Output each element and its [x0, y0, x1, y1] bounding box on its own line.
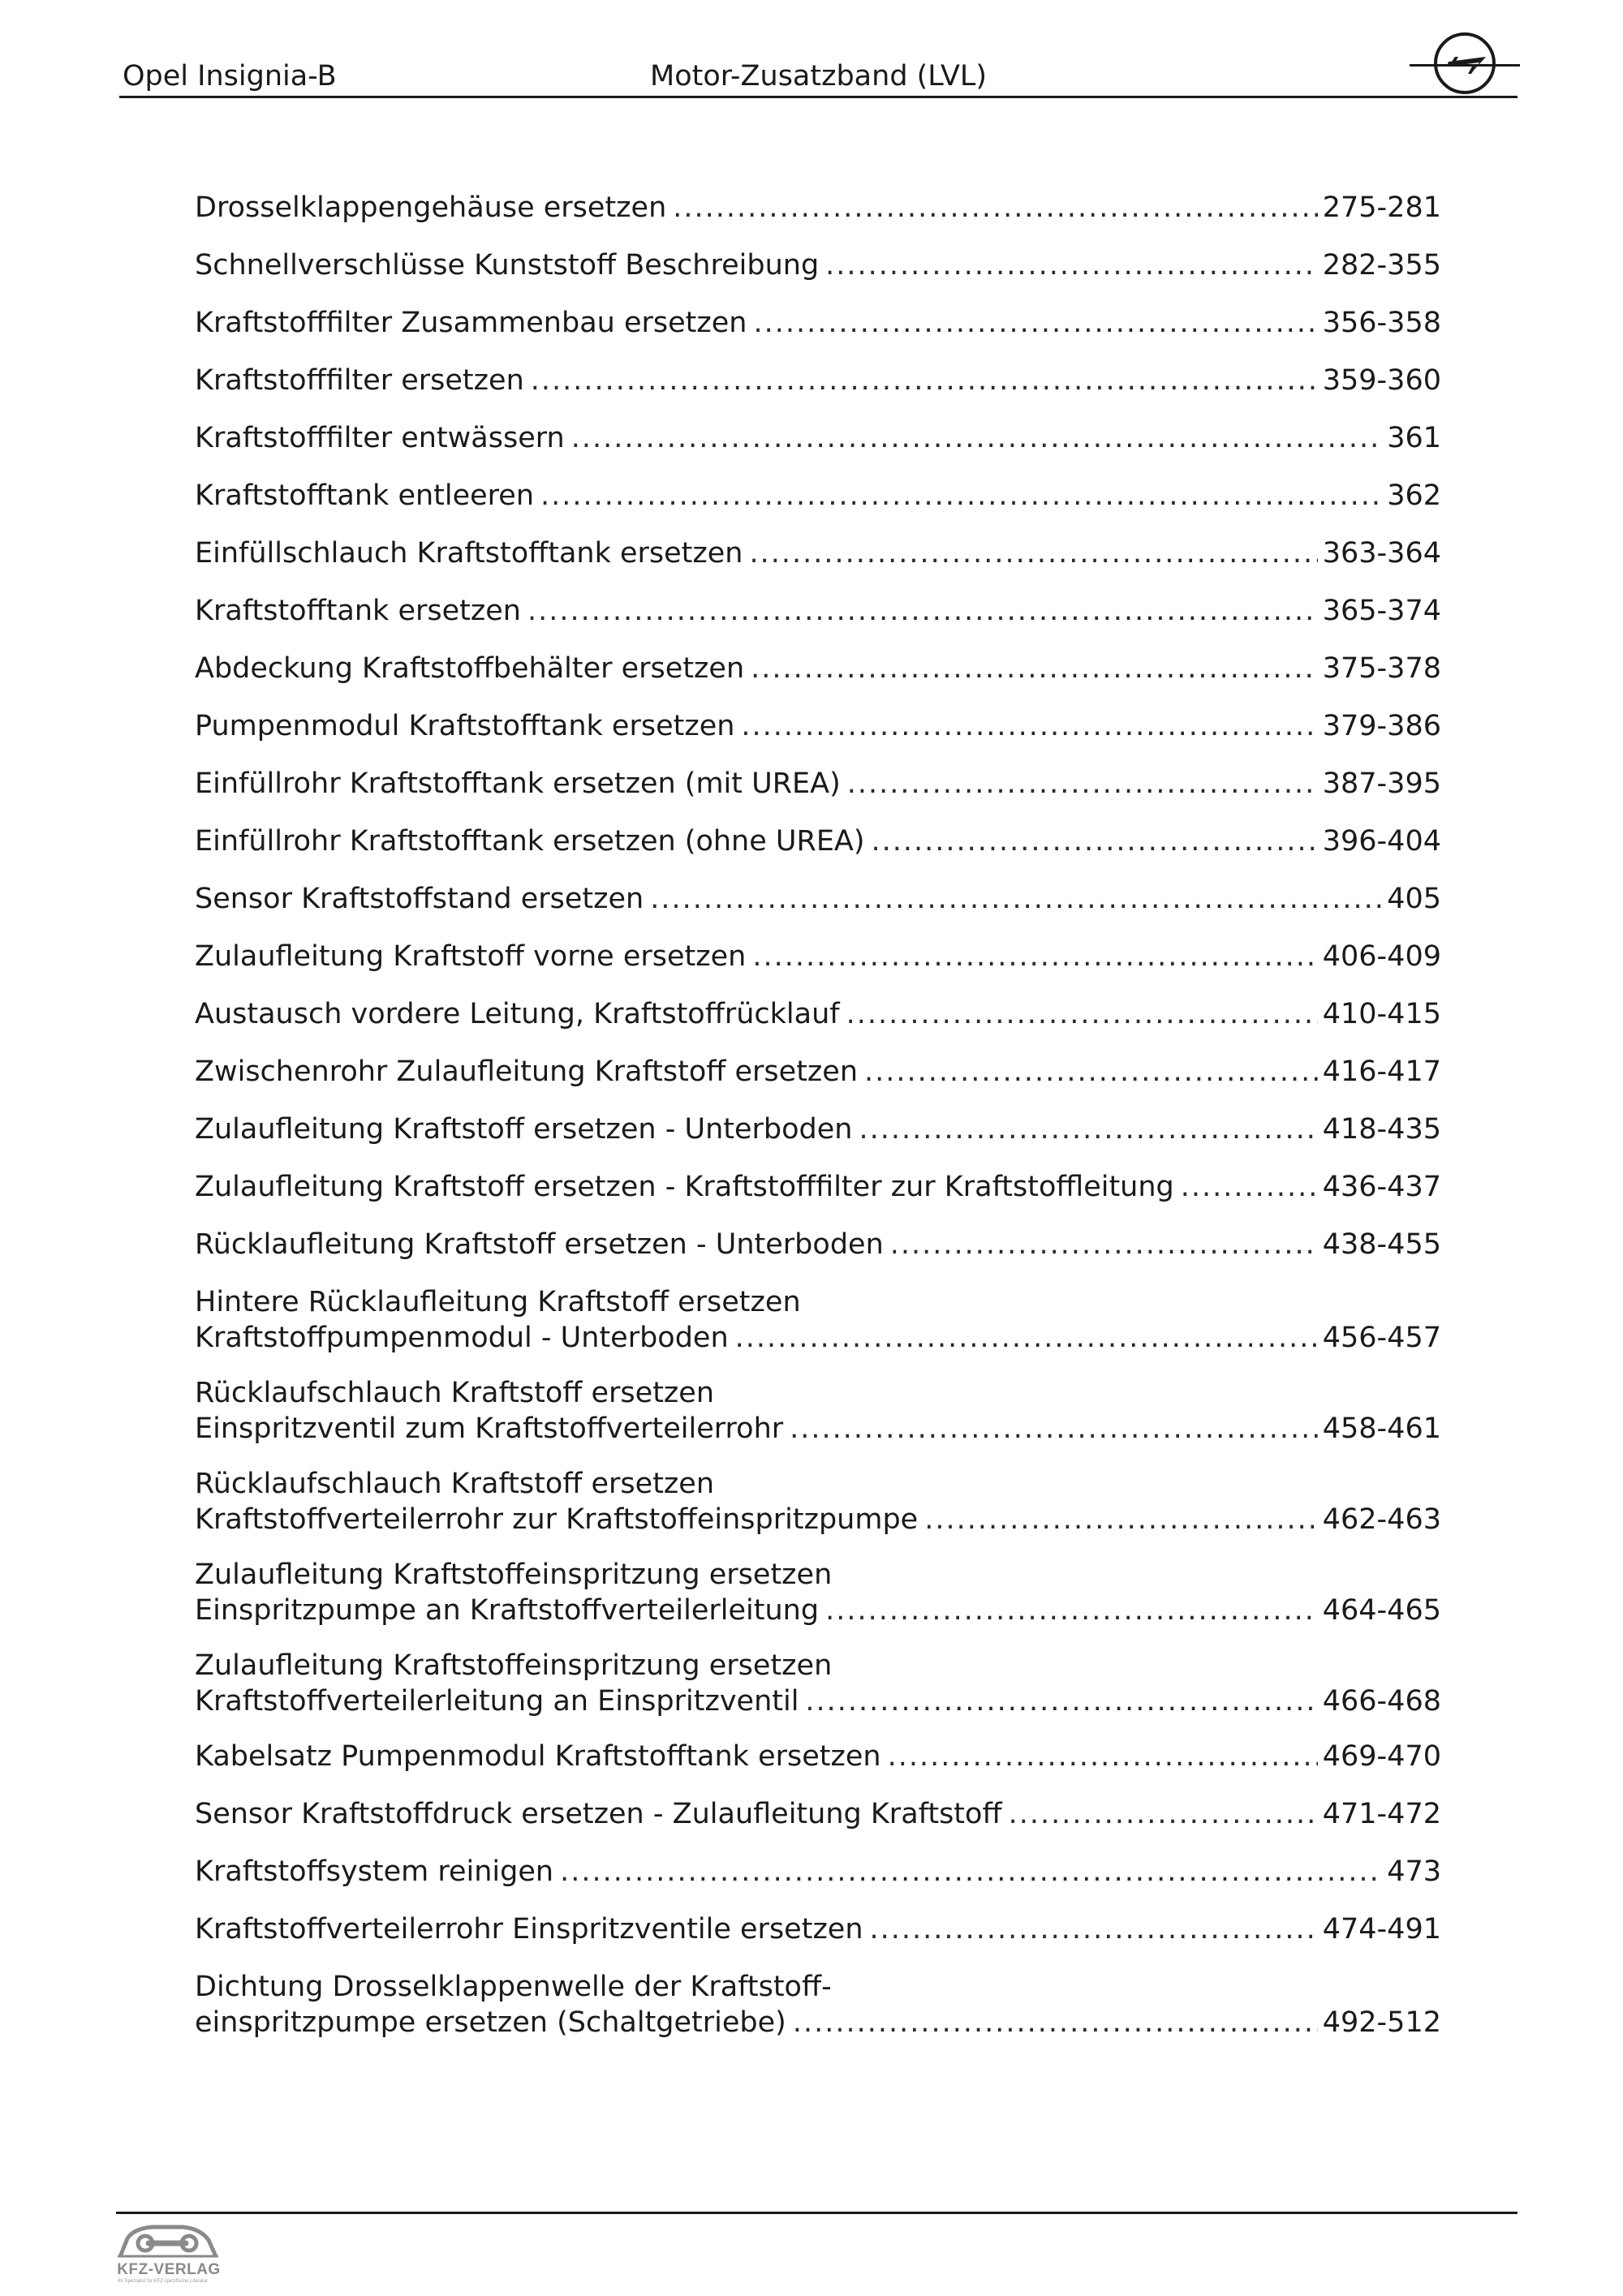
dot-leader [752, 939, 1317, 974]
toc-entry [195, 535, 1441, 571]
toc-entry-row [195, 766, 1441, 802]
toc-entry [195, 478, 1441, 514]
dot-leader [859, 1111, 1317, 1147]
toc-entry-row [195, 1169, 1441, 1205]
toc-entry-title: Einspritzpumpe an Kraftstoffverteilerleitung [195, 1594, 820, 1627]
toc-entry-title: Zulaufleitung Kraftstoff ersetzen - Kraftstofffilter zur Kraftstoffleitung [195, 1171, 1174, 1203]
toc-entry-pages: 416-417 [1322, 1056, 1441, 1088]
toc-entry-row [195, 1796, 1441, 1832]
toc-entry-row [195, 881, 1441, 917]
toc-entry-pages: 406-409 [1322, 940, 1441, 973]
dot-leader [650, 881, 1382, 917]
toc-entry-title: Zulaufleitung Kraftstoff vorne ersetzen [195, 940, 747, 973]
toc-entry-pages: 492-512 [1322, 2006, 1441, 2039]
toc-entry-row [195, 708, 1441, 744]
toc-entry-row [195, 996, 1441, 1032]
toc-entry-title: Kraftstoffverteilerleitung an Einspritzventil [195, 1685, 799, 1718]
toc-entry-pages: 362 [1387, 479, 1441, 512]
dot-leader [750, 535, 1318, 571]
toc-entry-title: Schnellverschlüsse Kunststoff Beschreibung [195, 249, 820, 282]
footer-rule [116, 2212, 1518, 2214]
toc-entry-pages: 282-355 [1322, 249, 1441, 282]
toc-entry-pages: 471-472 [1322, 1798, 1441, 1830]
toc-entry-title: Zwischenrohr Zulaufleitung Kraftstoff ersetzen [195, 1056, 859, 1088]
toc-entry-row [195, 247, 1441, 283]
toc-entry [195, 420, 1441, 456]
toc-entry-row [195, 1054, 1441, 1090]
toc-entry-row [195, 190, 1441, 226]
toc-entry-pages: 462-463 [1322, 1503, 1441, 1536]
toc-entry-pages: 466-468 [1322, 1685, 1441, 1718]
dot-leader [793, 2005, 1318, 2040]
toc-entry [195, 593, 1441, 629]
toc-entry-pages: 464-465 [1322, 1594, 1441, 1627]
toc-entry-title: Kraftstofffilter ersetzen [195, 364, 524, 397]
dot-leader [864, 1054, 1318, 1090]
manual-title: Opel Insignia-B [123, 60, 337, 92]
toc-entry [195, 1169, 1441, 1205]
dot-leader [924, 1502, 1318, 1537]
toc-entry-title: Kraftstoffpumpenmodul - Unterboden [195, 1322, 729, 1354]
toc-entry-title: Rücklaufleitung Kraftstoff ersetzen - Unterboden [195, 1228, 884, 1261]
dot-leader [890, 1227, 1318, 1262]
toc-entry-row [195, 420, 1441, 456]
toc-entry-pages: 387-395 [1322, 767, 1441, 800]
toc-entry-title-line1: Rücklaufschlauch Kraftstoff ersetzen [195, 1468, 715, 1500]
toc-entry-row [195, 1411, 1441, 1447]
toc-entry [195, 1111, 1441, 1147]
toc-entry-title: Zulaufleitung Kraftstoff ersetzen - Unterboden [195, 1113, 853, 1146]
page-header [119, 57, 1518, 98]
publisher-name: KFZ-VERLAG [117, 2261, 221, 2278]
toc-entry-pages: 359-360 [1322, 364, 1441, 397]
toc-entry-title: Kraftstofffilter Zusammenbau ersetzen [195, 307, 747, 339]
toc-entry-row [195, 305, 1441, 341]
dot-leader [527, 593, 1318, 629]
toc-entry-row [195, 823, 1441, 859]
toc-entry [195, 1854, 1441, 1890]
toc-entry-row [195, 593, 1441, 629]
toc-entry-row [195, 363, 1441, 398]
toc-entry-title: Kraftstoffsystem reinigen [195, 1855, 554, 1888]
dot-leader [846, 996, 1318, 1032]
dot-leader [870, 1911, 1318, 1947]
toc-entry-row [195, 1227, 1441, 1262]
toc-entry-row [195, 478, 1441, 514]
toc-entry-title: Kraftstoffverteilerrohr Einspritzventile ersetzen [195, 1913, 863, 1946]
toc-entry-title: Kraftstofffilter entwässern [195, 422, 565, 454]
toc-entry-title: Sensor Kraftstoffdruck ersetzen - Zulaufleitung Kraftstoff [195, 1798, 1002, 1830]
volume-title: Motor-Zusatzband (LVL) [650, 60, 988, 92]
dot-leader [560, 1854, 1382, 1890]
toc-entry-row [195, 1739, 1441, 1774]
toc-entry [195, 1375, 1441, 1447]
toc-entry-title: Kraftstoffverteilerrohr zur Kraftstoffeinspritzpumpe [195, 1503, 919, 1536]
toc-entry-pages: 418-435 [1322, 1113, 1441, 1146]
toc-entry [195, 881, 1441, 917]
toc-entry-pages: 474-491 [1322, 1913, 1441, 1946]
toc-entry-title: Einfüllrohr Kraftstofftank ersetzen (mit UREA) [195, 767, 841, 800]
dot-leader [741, 708, 1317, 744]
opel-blitz-logo-icon [1408, 29, 1522, 97]
table-of-contents [195, 190, 1441, 2060]
toc-entry-row [195, 651, 1441, 686]
toc-entry-pages: 379-386 [1322, 710, 1441, 742]
toc-entry [195, 247, 1441, 283]
toc-entry [195, 363, 1441, 398]
toc-entry [195, 651, 1441, 686]
dot-leader [673, 190, 1317, 226]
dot-leader [753, 305, 1317, 341]
dot-leader [1181, 1169, 1318, 1205]
dot-leader [751, 651, 1318, 686]
toc-entry-row [195, 1502, 1441, 1537]
toc-entry-title: Kabelsatz Pumpenmodul Kraftstofftank ersetzen [195, 1740, 881, 1773]
toc-entry [195, 1911, 1441, 1947]
dot-leader [805, 1683, 1317, 1719]
toc-entry-pages: 361 [1387, 422, 1441, 454]
dot-leader [571, 420, 1382, 456]
toc-entry [195, 766, 1441, 802]
dot-leader [531, 363, 1318, 398]
toc-entry-pages: 473 [1387, 1855, 1441, 1888]
toc-entry-title: Pumpenmodul Kraftstofftank ersetzen [195, 710, 735, 742]
toc-entry-pages: 363-364 [1322, 537, 1441, 570]
toc-entry [195, 996, 1441, 1032]
dot-leader [735, 1320, 1318, 1356]
toc-entry [195, 1466, 1441, 1537]
toc-entry-row [195, 1320, 1441, 1356]
toc-entry-pages: 458-461 [1322, 1412, 1441, 1445]
dot-leader [790, 1411, 1318, 1447]
toc-entry-title-line1: Hintere Rücklaufleitung Kraftstoff ersetzen [195, 1286, 801, 1318]
toc-entry-pages: 469-470 [1322, 1740, 1441, 1773]
toc-entry-title: Einspritzventil zum Kraftstoffverteilerrohr [195, 1412, 784, 1445]
toc-entry-title: Einfüllrohr Kraftstofftank ersetzen (ohne UREA) [195, 825, 865, 858]
toc-entry [195, 1284, 1441, 1356]
toc-entry-title: Austausch vordere Leitung, Kraftstoffrücklauf [195, 998, 840, 1030]
dot-leader [872, 823, 1318, 859]
toc-entry [195, 1969, 1441, 2040]
toc-entry [195, 1739, 1441, 1774]
toc-entry-title: Drosselklappengehäuse ersetzen [195, 191, 667, 224]
toc-entry-title: Einfüllschlauch Kraftstofftank ersetzen [195, 537, 743, 570]
dot-leader [1009, 1796, 1318, 1832]
car-wrench-logo-icon [116, 2219, 222, 2263]
toc-entry [195, 190, 1441, 226]
toc-entry-pages: 410-415 [1322, 998, 1441, 1030]
dot-leader [540, 478, 1382, 514]
toc-entry-title: Sensor Kraftstoffstand ersetzen [195, 883, 644, 915]
toc-entry-row [195, 1854, 1441, 1890]
toc-entry-pages: 456-457 [1322, 1322, 1441, 1354]
toc-entry-row [195, 1911, 1441, 1947]
toc-entry-pages: 356-358 [1322, 307, 1441, 339]
toc-entry-title: Kraftstofftank ersetzen [195, 595, 521, 627]
toc-entry-title: Abdeckung Kraftstoffbehälter ersetzen [195, 652, 745, 685]
toc-entry [195, 1796, 1441, 1832]
toc-entry-pages: 438-455 [1322, 1228, 1441, 1261]
toc-entry [195, 1557, 1441, 1628]
toc-entry-pages: 436-437 [1322, 1171, 1441, 1203]
toc-entry-pages: 375-378 [1322, 652, 1441, 685]
toc-entry [195, 823, 1441, 859]
toc-entry-row [195, 1111, 1441, 1147]
publisher-logo [116, 2219, 230, 2285]
toc-entry-pages: 405 [1387, 883, 1441, 915]
toc-entry-title-line1: Rücklaufschlauch Kraftstoff ersetzen [195, 1377, 715, 1409]
toc-entry-pages: 275-281 [1322, 191, 1441, 224]
dot-leader [825, 247, 1318, 283]
toc-entry-row [195, 1683, 1441, 1719]
toc-entry-title: einspritzpumpe ersetzen (Schaltgetriebe) [195, 2006, 786, 2039]
publisher-tagline: Ihr Spezialist für KFZ spezifische Literatur [118, 2279, 209, 2284]
toc-entry-pages: 365-374 [1322, 595, 1441, 627]
toc-entry [195, 939, 1441, 974]
toc-entry-title-line1: Zulaufleitung Kraftstoffeinspritzung ersetzen [195, 1559, 833, 1591]
toc-entry-row [195, 535, 1441, 571]
toc-entry-title-line1: Zulaufleitung Kraftstoffeinspritzung ersetzen [195, 1649, 833, 1682]
dot-leader [888, 1739, 1318, 1774]
toc-entry-row [195, 939, 1441, 974]
toc-entry [195, 1648, 1441, 1719]
toc-entry [195, 708, 1441, 744]
toc-entry [195, 1054, 1441, 1090]
dot-leader [847, 766, 1318, 802]
toc-entry-row [195, 1593, 1441, 1628]
toc-entry-row [195, 2005, 1441, 2040]
toc-entry [195, 305, 1441, 341]
toc-entry-pages: 396-404 [1322, 825, 1441, 858]
toc-entry-title-line1: Dichtung Drosselklappenwelle der Kraftstoff- [195, 1971, 832, 2003]
toc-entry-title: Kraftstofftank entleeren [195, 479, 535, 512]
dot-leader [825, 1593, 1318, 1628]
toc-entry [195, 1227, 1441, 1262]
